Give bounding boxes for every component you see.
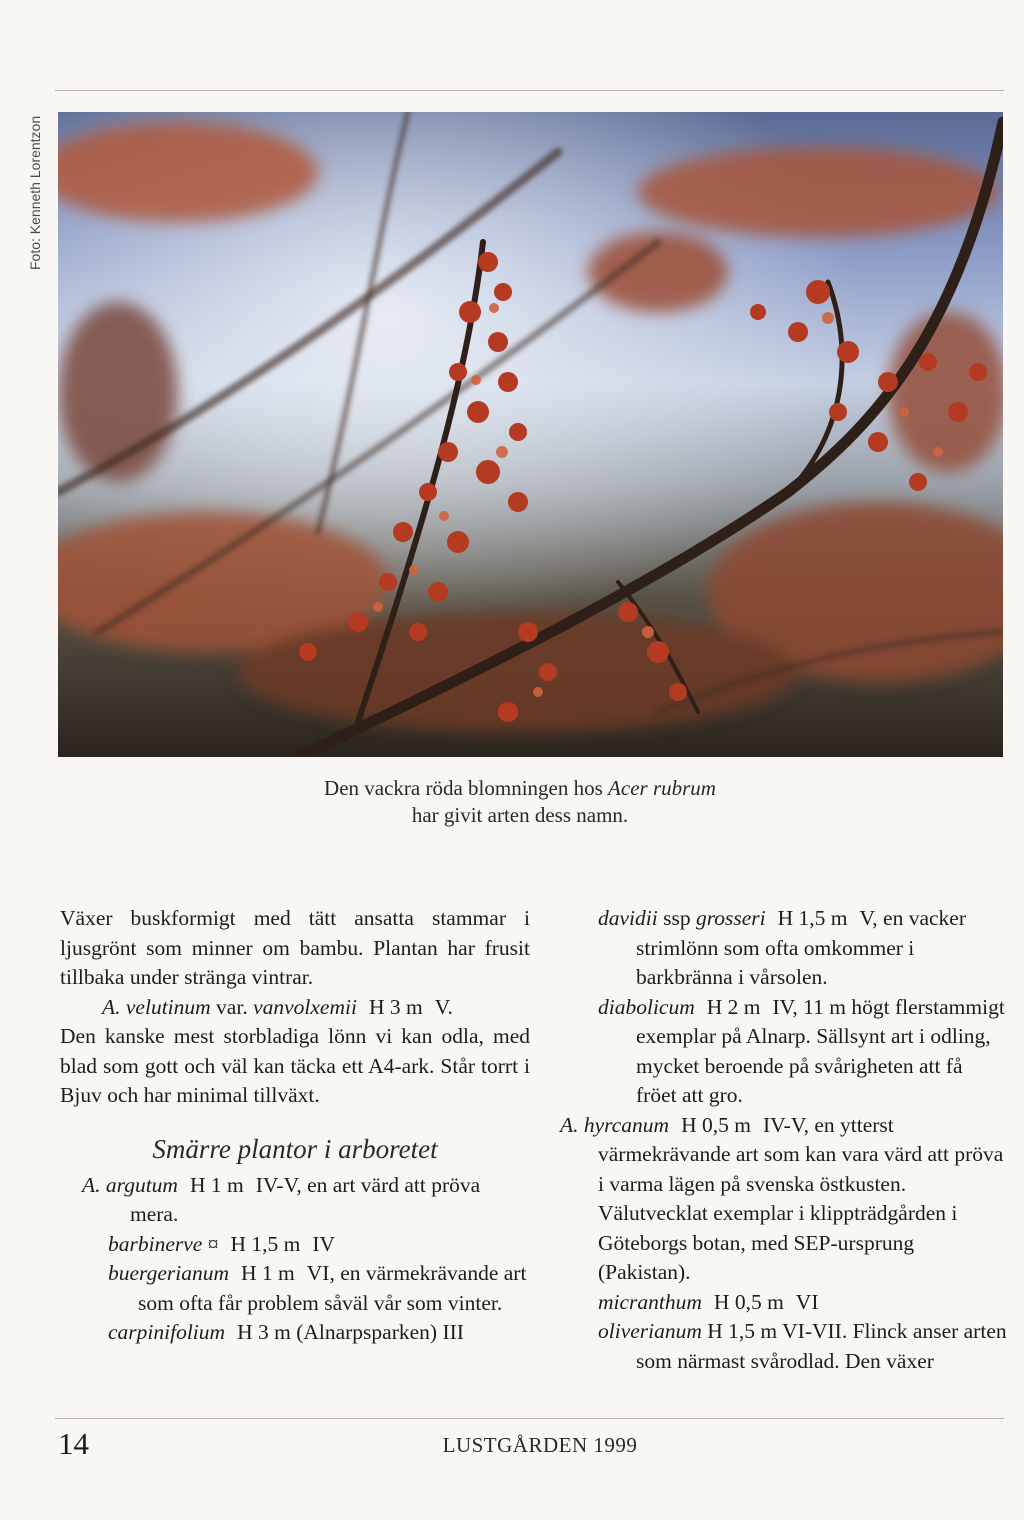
description: IV, 11 m högt flerstammigt exemplar på Alnarp. Sällsynt art i odling, mycket beroende på svårigheten att få fröet att gro. — [636, 994, 1005, 1107]
bottom-rule — [55, 1418, 1004, 1419]
height: H 0,5 m — [681, 1112, 751, 1137]
photo-caption — [230, 775, 810, 829]
photo-credit: Foto: Kenneth Lorentzon — [27, 115, 43, 270]
mark: ¤ — [207, 1231, 219, 1256]
height: H 1 m — [241, 1261, 295, 1285]
description: H 1,5 m VI-VII. Flinck anser arten som närmast svårodlad. Den växer — [636, 1319, 1007, 1373]
section-heading: Smärre plantor i arboretet — [152, 1133, 438, 1164]
ssp-word: ssp — [663, 906, 691, 930]
species-name: micranthum — [598, 1289, 702, 1314]
species-name: barbinerve — [108, 1231, 203, 1256]
species-name: buergerianum — [108, 1261, 230, 1285]
left-column — [60, 904, 530, 1348]
velutinum-text: Den kanske mest storbladiga lönn vi kan odla, med blad som gott och väl kan täcka ett A4-ark. Står torrt i Bjuv och har minimal tillväxt. — [60, 1024, 530, 1107]
variety-name: vanvolxemii — [253, 994, 357, 1019]
diabolicum-entry — [598, 993, 1008, 1111]
species-name: carpinifolium — [108, 1320, 226, 1344]
davidii-entry — [598, 904, 1008, 993]
zone: VI — [795, 1289, 819, 1314]
subspecies-name: grosseri — [695, 906, 766, 930]
caption-text: Den vackra röda blomningen hos — [324, 776, 609, 800]
right-column — [560, 904, 1008, 1376]
caption-line-2: har givit arten dess namn. — [411, 803, 629, 827]
height: H 3 m — [368, 994, 423, 1019]
species-name: diabolicum — [598, 994, 695, 1019]
height: H 1 m — [189, 1172, 244, 1197]
var-word: var. — [216, 994, 248, 1019]
paragraph: Växer buskformigt med tätt ansatta stammar i ljusgrönt som minner om bambu. Plantan har frusit tillbaka under stränga vintrar. — [60, 906, 530, 989]
height: H 2 m — [706, 994, 761, 1019]
species-name: A. velutinum — [102, 994, 211, 1019]
height: H 0,5 m — [713, 1289, 784, 1314]
description: IV-V, en ytterst värmekrävande art som kan vara värd att pröva i varma lägen på svenska östkusten. Välutvecklat exemplar i klippträdgården i Göteborgs botan, med SEP-ursprung (Pakistan). — [598, 1112, 1004, 1284]
caption-line-1 — [230, 775, 810, 802]
description: V, en vacker strimlönn som ofta omkommer i barkbränna i vårsolen. — [636, 906, 966, 989]
journal-name: LUSTGÅRDEN 1999 — [442, 1433, 638, 1457]
oliverianum-entry — [598, 1317, 1008, 1376]
species-name: oliverianum — [598, 1319, 702, 1343]
height: H 1,5 m — [777, 906, 848, 930]
velutinum-entry — [60, 993, 530, 1023]
hyrcanum-entry — [560, 1111, 1008, 1288]
zone: V. — [434, 994, 453, 1019]
description: H 3 m (Alnarpsparken) III — [237, 1320, 464, 1344]
top-rule — [55, 90, 1004, 91]
description: VI, en värmekrävande art som ofta får problem såväl vår som vinter. — [138, 1261, 527, 1315]
description: IV-V, en art värd att pröva mera. — [130, 1172, 481, 1226]
argutum-entry — [82, 1171, 530, 1230]
micranthum-entry — [598, 1288, 1008, 1318]
barbinerve-entry — [108, 1230, 530, 1260]
species-name: A. hyrcanum — [560, 1112, 670, 1137]
zone: IV — [312, 1231, 336, 1256]
page-number: 14 — [58, 1426, 89, 1461]
height: H 1,5 m — [230, 1231, 301, 1256]
species-name: davidii — [598, 906, 658, 930]
caption-species: Acer rubrum — [608, 776, 716, 800]
species-name: A. argutum — [82, 1172, 178, 1197]
acer-rubrum-photo — [58, 112, 1003, 757]
carpinifolium-entry — [108, 1318, 530, 1348]
buergerianum-entry — [108, 1259, 530, 1318]
